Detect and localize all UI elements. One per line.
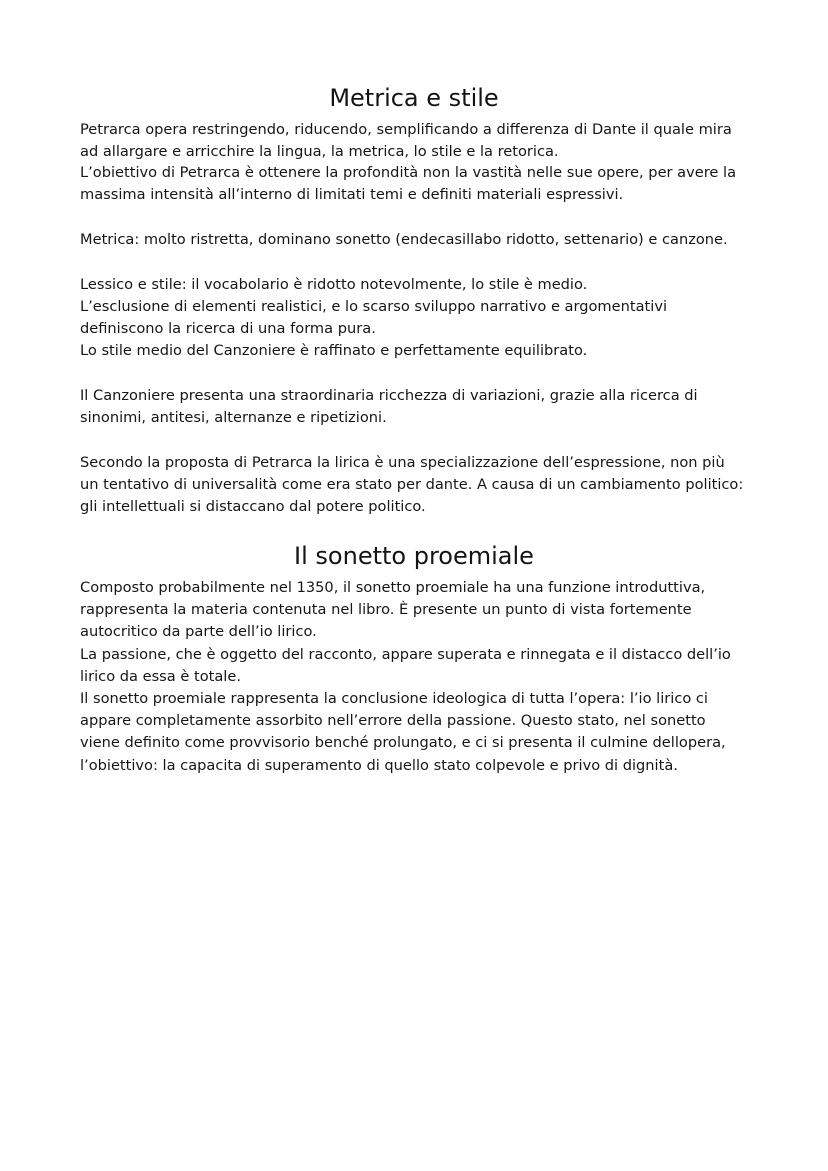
paragraph-line: sinonimi, antitesi, alternanze e ripetizioni.: [80, 409, 387, 426]
paragraph-line: appare completamente assorbito nell’errore della passione. Questo stato, nel sonetto: [80, 712, 706, 729]
paragraph-line: ad allargare e arricchire la lingua, la metrica, lo stile e la retorica.: [80, 143, 559, 160]
section-title-metrica-e-stile: Metrica e stile: [329, 84, 499, 112]
paragraph-line: rappresenta la materia contenuta nel libro. È presente un punto di vista fortemente: [80, 601, 692, 618]
paragraph-line: autocritico da parte dell’io lirico.: [80, 623, 317, 640]
paragraph-line: L’obiettivo di Petrarca è ottenere la profondità non la vastità nelle sue opere, per avere la: [80, 164, 737, 181]
paragraph-line: Il Canzoniere presenta una straordinaria ricchezza di variazioni, grazie alla ricerca di: [80, 387, 698, 404]
paragraph-line: lirico da essa è totale.: [80, 668, 241, 685]
paragraph-line: La passione, che è oggetto del racconto, appare superata e rinnegata e il distacco dell’io: [80, 646, 731, 663]
paragraph-line: Petrarca opera restringendo, riducendo, semplificando a differenza di Dante il quale mira: [80, 121, 732, 138]
paragraph-line: Secondo la proposta di Petrarca la lirica è una specializzazione dell’espressione, non più: [80, 454, 725, 471]
paragraph-line: Il sonetto proemiale rappresenta la conclusione ideologica di tutta l’opera: l’io lirico ci: [80, 690, 708, 707]
paragraph-line: Composto probabilmente nel 1350, il sonetto proemiale ha una funzione introduttiva,: [80, 579, 706, 596]
paragraph-line: Lessico e stile: il vocabolario è ridotto notevolmente, lo stile è medio.: [80, 276, 588, 293]
section-title-il-sonetto-proemiale: Il sonetto proemiale: [294, 542, 534, 570]
paragraph-line: l’obiettivo: la capacita di superamento di quello stato colpevole e privo di dignità.: [80, 757, 678, 774]
paragraph-line: definiscono la ricerca di una forma pura.: [80, 320, 376, 337]
paragraph-line: Metrica: molto ristretta, dominano sonetto (endecasillabo ridotto, settenario) e canzone.: [80, 231, 728, 248]
paragraph-line: massima intensità all’interno di limitati temi e definiti materiali espressivi.: [80, 186, 624, 203]
paragraph-line: un tentativo di universalità come era stato per dante. A causa di un cambiamento politico:: [80, 476, 744, 493]
paragraph-line: Lo stile medio del Canzoniere è raffinato e perfettamente equilibrato.: [80, 342, 588, 359]
paragraph-line: viene definito come provvisorio benché prolungato, e ci si presenta il culmine dellopera,: [80, 734, 726, 751]
paragraph-line: gli intellettuali si distaccano dal potere politico.: [80, 498, 426, 515]
paragraph-line: L’esclusione di elementi realistici, e lo scarso sviluppo narrativo e argomentativi: [80, 298, 668, 315]
